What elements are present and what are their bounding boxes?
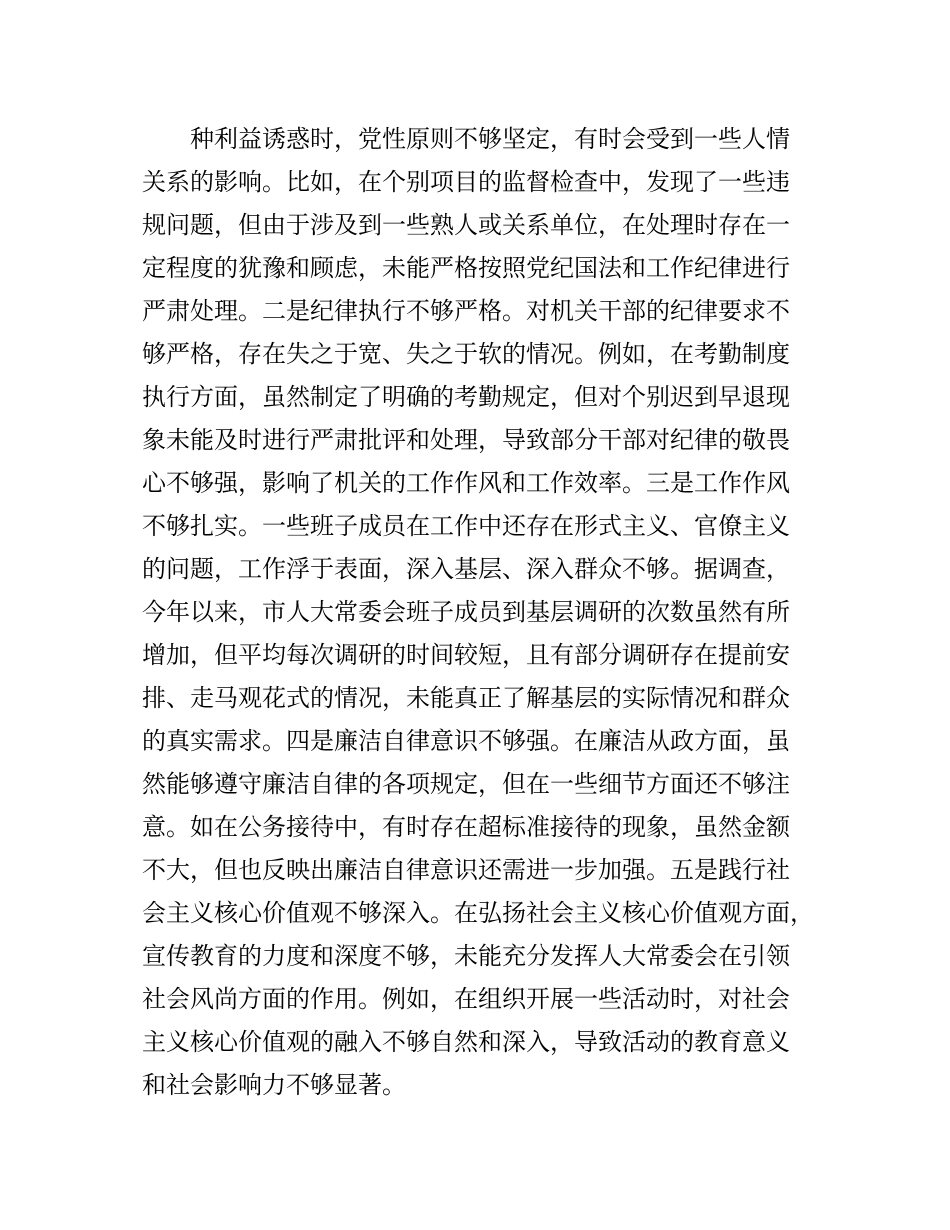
text-line: 够严格，存在失之于宽、失之于软的情况。例如，在考勤制度: [142, 340, 790, 368]
text-line: 然能够遵守廉洁自律的各项规定，但在一些细节方面还不够注: [142, 770, 790, 798]
text-line: 严肃处理。二是纪律执行不够严格。对机关干部的纪律要求不: [142, 297, 790, 325]
text-line: 宣传教育的力度和深度不够，未能充分发挥人大常委会在引领: [142, 942, 790, 970]
text-line: 主义核心价值观的融入不够自然和深入，导致活动的教育意义: [142, 1028, 790, 1056]
text-line: 不够扎实。一些班子成员在工作中还存在形式主义、官僚主义: [142, 512, 790, 540]
text-line: 种利益诱惑时，党性原则不够坚定，有时会受到一些人情: [190, 125, 790, 153]
text-line: 不大，但也反映出廉洁自律意识还需进一步加强。五是践行社: [142, 856, 790, 884]
text-line: 心不够强，影响了机关的工作作风和工作效率。三是工作作风: [142, 469, 790, 497]
text-line: 今年以来，市人大常委会班子成员到基层调研的次数虽然有所: [142, 598, 790, 626]
text-line: 象未能及时进行严肃批评和处理，导致部分干部对纪律的敬畏: [142, 426, 790, 454]
text-line: 和社会影响力不够显著。: [142, 1071, 406, 1099]
body-paragraph: [142, 118, 842, 1107]
text-line: 规问题，但由于涉及到一些熟人或关系单位，在处理时存在一: [142, 211, 790, 239]
text-line: 增加，但平均每次调研的时间较短，且有部分调研存在提前安: [142, 641, 790, 669]
text-line: 的问题，工作浮于表面，深入基层、深入群众不够。据调查，: [142, 555, 790, 583]
text-line: 排、走马观花式的情况，未能真正了解基层的实际情况和群众: [142, 684, 790, 712]
text-line: 定程度的犹豫和顾虑，未能严格按照党纪国法和工作纪律进行: [142, 254, 790, 282]
text-line: 的真实需求。四是廉洁自律意识不够强。在廉洁从政方面，虽: [142, 727, 790, 755]
text-line: 关系的影响。比如，在个别项目的监督检查中，发现了一些违: [142, 168, 790, 196]
text-line: 会主义核心价值观不够深入。在弘扬社会主义核心价值观方面，: [142, 899, 814, 927]
text-line: 社会风尚方面的作用。例如，在组织开展一些活动时，对社会: [142, 985, 790, 1013]
text-line: 执行方面，虽然制定了明确的考勤规定，但对个别迟到早退现: [142, 383, 790, 411]
text-line: 意。如在公务接待中，有时存在超标准接待的现象，虽然金额: [142, 813, 790, 841]
